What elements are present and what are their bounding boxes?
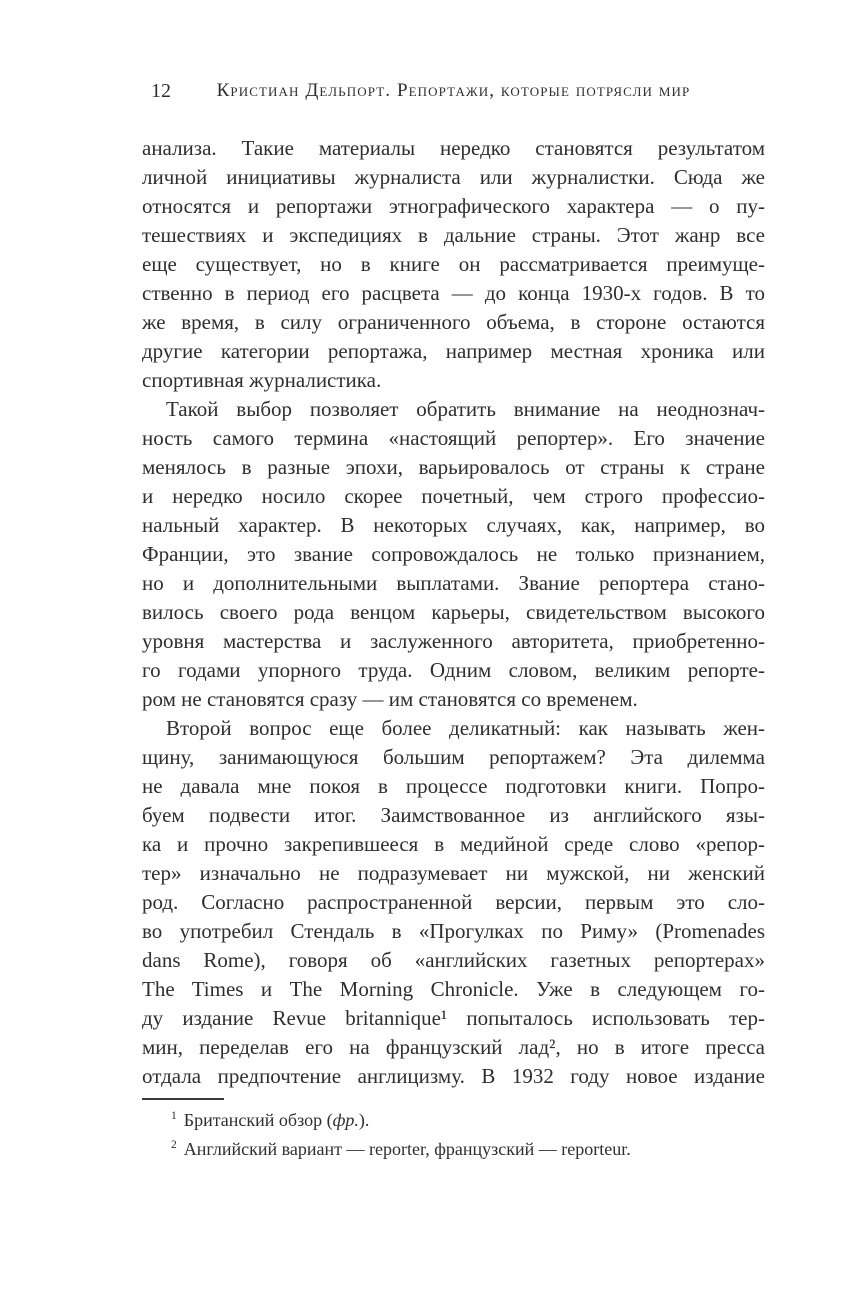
text-line: спортивная журналистика. bbox=[142, 368, 382, 392]
text-line: ром не становятся сразу — им становятся со временем. bbox=[142, 687, 638, 711]
text-line: Такой выбор позволяет обратить внимание на неоднознач- bbox=[166, 397, 765, 421]
footnote-divider bbox=[142, 1098, 224, 1100]
text-line: и нередко носило скорее почетный, чем строго профессио- bbox=[142, 484, 765, 508]
paragraph bbox=[142, 395, 765, 714]
footnotes-section bbox=[142, 1098, 765, 1164]
text-line: мин, переделав его на французский лад², но в итоге пресса bbox=[142, 1035, 765, 1059]
footnote-text: Британский обзор ( bbox=[183, 1110, 333, 1130]
text-line: личной инициативы журналиста или журналистки. Сюда же bbox=[142, 165, 765, 189]
text-line: другие категории репортажа, например местная хроника или bbox=[142, 339, 765, 363]
text-line: но и дополнительными выплатами. Звание репортера стано- bbox=[142, 571, 765, 595]
footnote-marker: 1 bbox=[171, 1110, 177, 1122]
footnote-marker: 2 bbox=[171, 1139, 177, 1151]
footnote-text: Английский вариант — reporter, французский — reporteur. bbox=[183, 1139, 631, 1159]
paragraph bbox=[142, 714, 765, 1091]
footnote-text: ). bbox=[358, 1110, 370, 1130]
page-header bbox=[142, 80, 765, 102]
text-line: отдала предпочтение англицизму. В 1932 году новое издание bbox=[142, 1064, 765, 1088]
footnote bbox=[142, 1135, 765, 1164]
text-line: го годами упорного труда. Одним словом, великим репорте- bbox=[142, 658, 765, 682]
text-line: dans Rome), говоря об «английских газетных репортерах» bbox=[142, 948, 765, 972]
paragraph bbox=[142, 134, 765, 395]
text-line: же время, в силу ограниченного объема, в стороне остаются bbox=[142, 310, 765, 334]
text-line: анализа. Такие материалы нередко становятся результатом bbox=[142, 136, 765, 160]
footnote bbox=[142, 1106, 765, 1135]
text-line: буем подвести итог. Заимствованное из английского язы- bbox=[142, 803, 765, 827]
text-line: The Times и The Morning Chronicle. Уже в следующем го- bbox=[142, 977, 765, 1001]
text-line: тешествиях и экспедициях в дальние страны. Этот жанр все bbox=[142, 223, 765, 247]
text-line: относятся и репортажи этнографического характера — о пу- bbox=[142, 194, 765, 218]
running-title: Кристиан Дельпорт. Репортажи, которые потрясли мир bbox=[216, 80, 691, 101]
text-line: нальный характер. В некоторых случаях, как, например, во bbox=[142, 513, 765, 537]
text-line: не давала мне покоя в процессе подготовки книги. Попро- bbox=[142, 774, 765, 798]
text-line: тер» изначально не подразумевает ни мужской, ни женский bbox=[142, 861, 765, 885]
text-line: Второй вопрос еще более деликатный: как называть жен- bbox=[166, 716, 765, 740]
footnote-text: фр. bbox=[332, 1110, 359, 1130]
text-line: менялось в разные эпохи, варьировалось от страны к стране bbox=[142, 455, 765, 479]
text-line: во употребил Стендаль в «Прогулках по Риму» (Promenades bbox=[142, 919, 765, 943]
text-line: ка и прочно закрепившееся в медийной среде слово «репор- bbox=[142, 832, 765, 856]
page-number: 12 bbox=[151, 80, 171, 102]
page-body bbox=[142, 134, 765, 1091]
text-line: еще существует, но в книге он рассматривается преимуще- bbox=[142, 252, 765, 276]
text-line: ность самого термина «настоящий репортер». Его значение bbox=[142, 426, 765, 450]
text-line: Франции, это звание сопровождалось не только признанием, bbox=[142, 542, 765, 566]
text-line: вилось своего рода венцом карьеры, свидетельством высокого bbox=[142, 600, 765, 624]
text-line: род. Согласно распространенной версии, первым это сло- bbox=[142, 890, 765, 914]
text-line: уровня мастерства и заслуженного авторитета, приобретенно- bbox=[142, 629, 765, 653]
text-line: щину, занимающуюся большим репортажем? Эта дилемма bbox=[142, 745, 765, 769]
text-line: ственно в период его расцвета — до конца 1930-х годов. В то bbox=[142, 281, 765, 305]
footnote-list bbox=[142, 1106, 765, 1164]
text-line: ду издание Revue britannique¹ попыталось использовать тер- bbox=[142, 1006, 765, 1030]
